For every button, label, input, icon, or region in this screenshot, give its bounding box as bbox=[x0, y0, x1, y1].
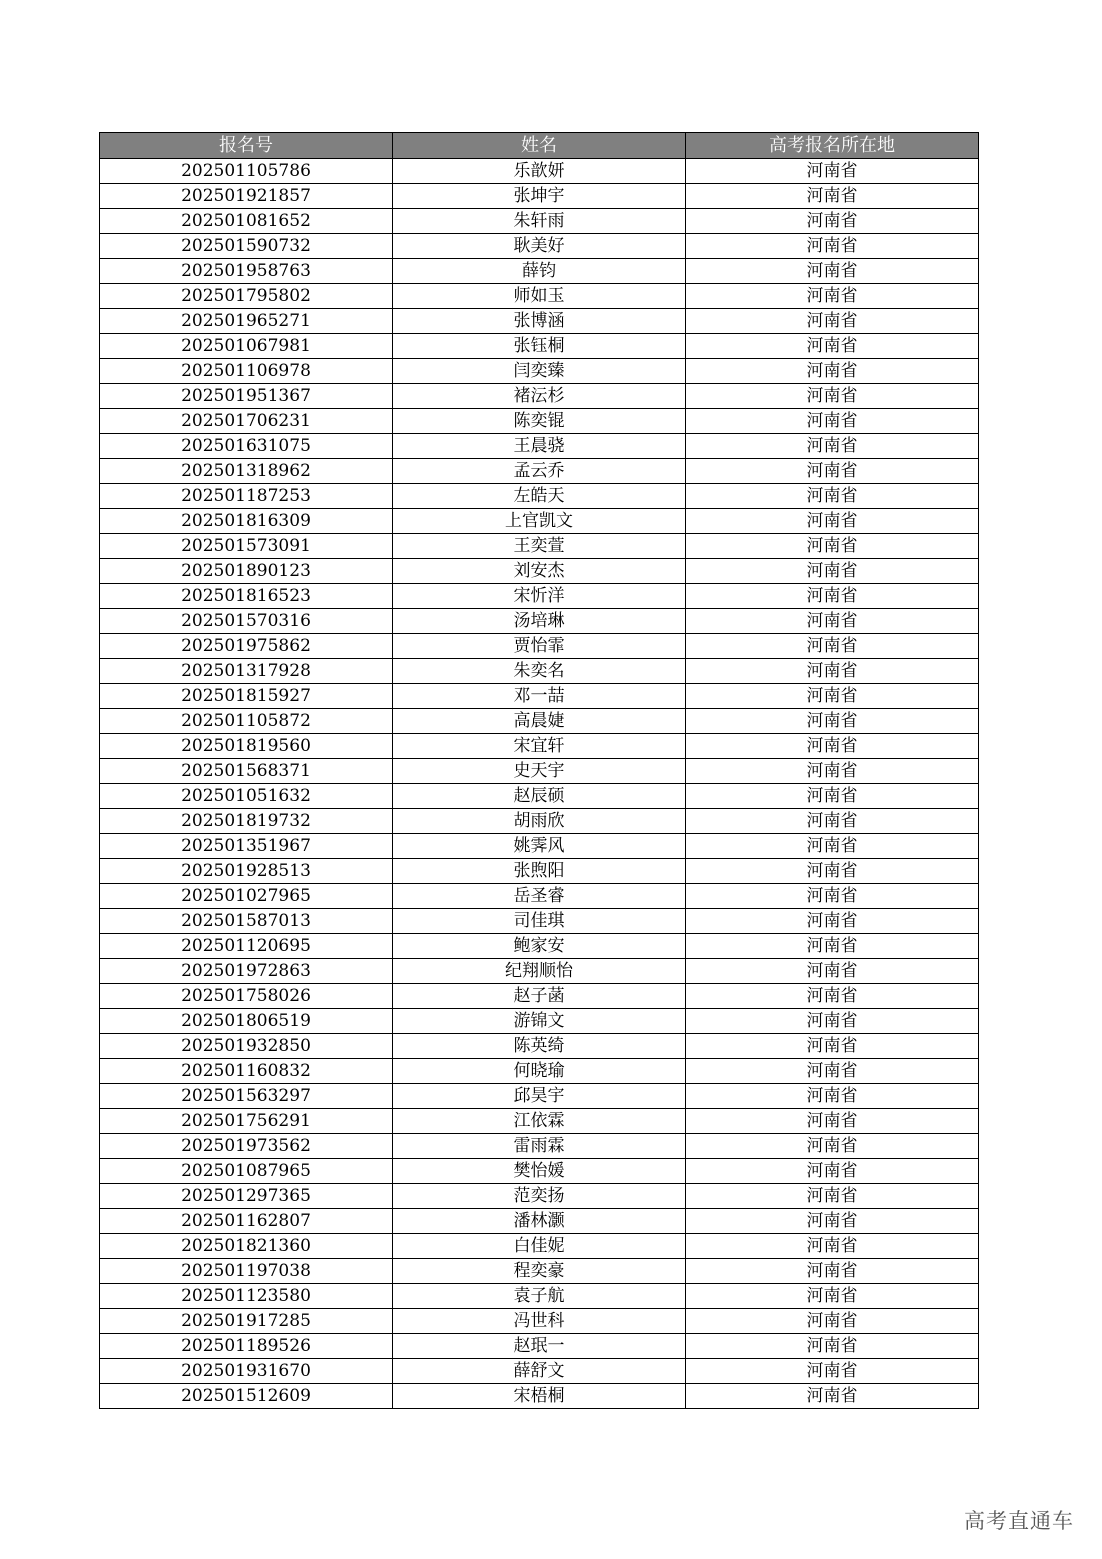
registration-number-cell: 202501160832 bbox=[100, 1059, 393, 1084]
name-cell: 汤培琳 bbox=[393, 609, 686, 634]
table-row bbox=[100, 659, 979, 684]
table-row bbox=[100, 1084, 979, 1109]
location-cell: 河南省 bbox=[686, 509, 979, 534]
registration-number-cell: 202501958763 bbox=[100, 259, 393, 284]
registration-number-cell: 202501931670 bbox=[100, 1359, 393, 1384]
location-cell: 河南省 bbox=[686, 484, 979, 509]
name-cell: 邱昊宇 bbox=[393, 1084, 686, 1109]
table-row bbox=[100, 784, 979, 809]
location-cell: 河南省 bbox=[686, 884, 979, 909]
name-cell: 宋梧桐 bbox=[393, 1384, 686, 1409]
table-row bbox=[100, 859, 979, 884]
registration-number-cell: 202501816523 bbox=[100, 584, 393, 609]
table-row bbox=[100, 759, 979, 784]
table-row bbox=[100, 1134, 979, 1159]
location-cell: 河南省 bbox=[686, 559, 979, 584]
name-cell: 陈英绮 bbox=[393, 1034, 686, 1059]
location-cell: 河南省 bbox=[686, 209, 979, 234]
name-cell: 袁子航 bbox=[393, 1284, 686, 1309]
table-row bbox=[100, 809, 979, 834]
table-row bbox=[100, 384, 979, 409]
location-cell: 河南省 bbox=[686, 1184, 979, 1209]
registration-number-cell: 202501816309 bbox=[100, 509, 393, 534]
name-cell: 赵辰硕 bbox=[393, 784, 686, 809]
table-row bbox=[100, 284, 979, 309]
table-row bbox=[100, 1334, 979, 1359]
table-row bbox=[100, 1309, 979, 1334]
name-cell: 耿美好 bbox=[393, 234, 686, 259]
location-cell: 河南省 bbox=[686, 159, 979, 184]
name-cell: 张煦阳 bbox=[393, 859, 686, 884]
table-row bbox=[100, 909, 979, 934]
location-cell: 河南省 bbox=[686, 734, 979, 759]
registration-number-cell: 202501975862 bbox=[100, 634, 393, 659]
name-cell: 张博涵 bbox=[393, 309, 686, 334]
location-cell: 河南省 bbox=[686, 184, 979, 209]
registration-number-cell: 202501972863 bbox=[100, 959, 393, 984]
registration-number-cell: 202501123580 bbox=[100, 1284, 393, 1309]
name-cell: 胡雨欣 bbox=[393, 809, 686, 834]
location-cell: 河南省 bbox=[686, 784, 979, 809]
table-row bbox=[100, 1359, 979, 1384]
location-cell: 河南省 bbox=[686, 1359, 979, 1384]
table-row bbox=[100, 1284, 979, 1309]
table-row bbox=[100, 534, 979, 559]
registration-number-cell: 202501587013 bbox=[100, 909, 393, 934]
location-cell: 河南省 bbox=[686, 859, 979, 884]
name-cell: 纪翔顺怡 bbox=[393, 959, 686, 984]
name-cell: 樊怡媛 bbox=[393, 1159, 686, 1184]
name-cell: 刘安杰 bbox=[393, 559, 686, 584]
registration-number-cell: 202501573091 bbox=[100, 534, 393, 559]
table-row bbox=[100, 934, 979, 959]
registration-number-cell: 202501081652 bbox=[100, 209, 393, 234]
registration-number-cell: 202501189526 bbox=[100, 1334, 393, 1359]
location-cell: 河南省 bbox=[686, 634, 979, 659]
table-row bbox=[100, 459, 979, 484]
table-row bbox=[100, 1009, 979, 1034]
name-cell: 褚沄杉 bbox=[393, 384, 686, 409]
registration-number-cell: 202501197038 bbox=[100, 1259, 393, 1284]
table-row bbox=[100, 359, 979, 384]
table-row bbox=[100, 959, 979, 984]
table-row bbox=[100, 684, 979, 709]
registration-number-cell: 202501351967 bbox=[100, 834, 393, 859]
registration-number-cell: 202501756291 bbox=[100, 1109, 393, 1134]
location-cell: 河南省 bbox=[686, 959, 979, 984]
name-cell: 赵珉一 bbox=[393, 1334, 686, 1359]
name-cell: 史天宇 bbox=[393, 759, 686, 784]
location-cell: 河南省 bbox=[686, 759, 979, 784]
location-cell: 河南省 bbox=[686, 934, 979, 959]
table-row bbox=[100, 184, 979, 209]
name-cell: 王奕萱 bbox=[393, 534, 686, 559]
registration-number-cell: 202501928513 bbox=[100, 859, 393, 884]
name-cell: 姚霁风 bbox=[393, 834, 686, 859]
name-cell: 孟云乔 bbox=[393, 459, 686, 484]
registration-number-cell: 202501890123 bbox=[100, 559, 393, 584]
name-cell: 薛舒文 bbox=[393, 1359, 686, 1384]
name-cell: 陈奕锟 bbox=[393, 409, 686, 434]
location-cell: 河南省 bbox=[686, 1234, 979, 1259]
location-cell: 河南省 bbox=[686, 1259, 979, 1284]
location-cell: 河南省 bbox=[686, 684, 979, 709]
location-cell: 河南省 bbox=[686, 1134, 979, 1159]
location-cell: 河南省 bbox=[686, 834, 979, 859]
name-cell: 何晓瑜 bbox=[393, 1059, 686, 1084]
registration-number-cell: 202501051632 bbox=[100, 784, 393, 809]
registration-number-cell: 202501819560 bbox=[100, 734, 393, 759]
table-row bbox=[100, 709, 979, 734]
registration-number-cell: 202501821360 bbox=[100, 1234, 393, 1259]
name-cell: 贾怡霏 bbox=[393, 634, 686, 659]
location-cell: 河南省 bbox=[686, 359, 979, 384]
location-cell: 河南省 bbox=[686, 584, 979, 609]
location-cell: 河南省 bbox=[686, 1034, 979, 1059]
name-cell: 程奕豪 bbox=[393, 1259, 686, 1284]
table-row bbox=[100, 734, 979, 759]
table-row bbox=[100, 1209, 979, 1234]
name-cell: 白佳妮 bbox=[393, 1234, 686, 1259]
registration-number-cell: 202501027965 bbox=[100, 884, 393, 909]
registration-number-cell: 202501318962 bbox=[100, 459, 393, 484]
name-cell: 张坤宇 bbox=[393, 184, 686, 209]
name-cell: 王晨骁 bbox=[393, 434, 686, 459]
name-cell: 张钰桐 bbox=[393, 334, 686, 359]
location-cell: 河南省 bbox=[686, 1384, 979, 1409]
location-cell: 河南省 bbox=[686, 384, 979, 409]
location-cell: 河南省 bbox=[686, 1009, 979, 1034]
registration-number-cell: 202501563297 bbox=[100, 1084, 393, 1109]
name-cell: 朱轩雨 bbox=[393, 209, 686, 234]
location-cell: 河南省 bbox=[686, 409, 979, 434]
name-cell: 左皓天 bbox=[393, 484, 686, 509]
header-registration-location: 高考报名所在地 bbox=[686, 133, 979, 159]
location-cell: 河南省 bbox=[686, 309, 979, 334]
registration-number-cell: 202501758026 bbox=[100, 984, 393, 1009]
table-row bbox=[100, 334, 979, 359]
registration-number-cell: 202501120695 bbox=[100, 934, 393, 959]
location-cell: 河南省 bbox=[686, 234, 979, 259]
location-cell: 河南省 bbox=[686, 284, 979, 309]
table-row bbox=[100, 1234, 979, 1259]
registration-number-cell: 202501921857 bbox=[100, 184, 393, 209]
table-row bbox=[100, 609, 979, 634]
registration-number-cell: 202501106978 bbox=[100, 359, 393, 384]
registration-number-cell: 202501105872 bbox=[100, 709, 393, 734]
registration-number-cell: 202501965271 bbox=[100, 309, 393, 334]
location-cell: 河南省 bbox=[686, 434, 979, 459]
name-cell: 高晨婕 bbox=[393, 709, 686, 734]
location-cell: 河南省 bbox=[686, 1059, 979, 1084]
location-cell: 河南省 bbox=[686, 459, 979, 484]
registration-number-cell: 202501512609 bbox=[100, 1384, 393, 1409]
name-cell: 冯世科 bbox=[393, 1309, 686, 1334]
table-row bbox=[100, 1384, 979, 1409]
location-cell: 河南省 bbox=[686, 809, 979, 834]
table-row bbox=[100, 834, 979, 859]
header-registration-number: 报名号 bbox=[100, 133, 393, 159]
location-cell: 河南省 bbox=[686, 1284, 979, 1309]
registration-number-cell: 202501917285 bbox=[100, 1309, 393, 1334]
table-row bbox=[100, 159, 979, 184]
table-row bbox=[100, 884, 979, 909]
table-row bbox=[100, 1159, 979, 1184]
registration-number-cell: 202501806519 bbox=[100, 1009, 393, 1034]
name-cell: 宋宜轩 bbox=[393, 734, 686, 759]
name-cell: 师如玉 bbox=[393, 284, 686, 309]
location-cell: 河南省 bbox=[686, 534, 979, 559]
location-cell: 河南省 bbox=[686, 1159, 979, 1184]
location-cell: 河南省 bbox=[686, 334, 979, 359]
location-cell: 河南省 bbox=[686, 659, 979, 684]
table-row bbox=[100, 984, 979, 1009]
header-name: 姓名 bbox=[393, 133, 686, 159]
name-cell: 范奕扬 bbox=[393, 1184, 686, 1209]
table-row bbox=[100, 1034, 979, 1059]
location-cell: 河南省 bbox=[686, 1109, 979, 1134]
registration-number-cell: 202501795802 bbox=[100, 284, 393, 309]
registration-number-cell: 202501317928 bbox=[100, 659, 393, 684]
registration-number-cell: 202501951367 bbox=[100, 384, 393, 409]
registration-number-cell: 202501932850 bbox=[100, 1034, 393, 1059]
table-row bbox=[100, 434, 979, 459]
location-cell: 河南省 bbox=[686, 909, 979, 934]
name-cell: 鲍家安 bbox=[393, 934, 686, 959]
registration-number-cell: 202501706231 bbox=[100, 409, 393, 434]
registration-number-cell: 202501297365 bbox=[100, 1184, 393, 1209]
watermark-text: 高考直通车 bbox=[964, 1509, 1074, 1533]
registration-number-cell: 202501067981 bbox=[100, 334, 393, 359]
name-cell: 邓一喆 bbox=[393, 684, 686, 709]
registration-number-cell: 202501162807 bbox=[100, 1209, 393, 1234]
registration-number-cell: 202501570316 bbox=[100, 609, 393, 634]
name-cell: 闫奕臻 bbox=[393, 359, 686, 384]
name-cell: 赵子菡 bbox=[393, 984, 686, 1009]
name-cell: 岳圣睿 bbox=[393, 884, 686, 909]
name-cell: 雷雨霖 bbox=[393, 1134, 686, 1159]
registration-number-cell: 202501815927 bbox=[100, 684, 393, 709]
name-cell: 薛钧 bbox=[393, 259, 686, 284]
registration-number-cell: 202501187253 bbox=[100, 484, 393, 509]
table-row bbox=[100, 309, 979, 334]
table-row bbox=[100, 1259, 979, 1284]
name-cell: 游锦文 bbox=[393, 1009, 686, 1034]
table-row bbox=[100, 1059, 979, 1084]
registration-number-cell: 202501819732 bbox=[100, 809, 393, 834]
name-cell: 潘林灏 bbox=[393, 1209, 686, 1234]
name-cell: 宋忻洋 bbox=[393, 584, 686, 609]
registration-number-cell: 202501568371 bbox=[100, 759, 393, 784]
table-row bbox=[100, 409, 979, 434]
table-row bbox=[100, 484, 979, 509]
table-row bbox=[100, 1184, 979, 1209]
location-cell: 河南省 bbox=[686, 1309, 979, 1334]
table-row bbox=[100, 559, 979, 584]
table-row bbox=[100, 509, 979, 534]
location-cell: 河南省 bbox=[686, 709, 979, 734]
table-row bbox=[100, 209, 979, 234]
location-cell: 河南省 bbox=[686, 609, 979, 634]
name-cell: 朱奕名 bbox=[393, 659, 686, 684]
name-cell: 江依霖 bbox=[393, 1109, 686, 1134]
registration-number-cell: 202501105786 bbox=[100, 159, 393, 184]
registration-number-cell: 202501590732 bbox=[100, 234, 393, 259]
table-row bbox=[100, 584, 979, 609]
table-header-row bbox=[100, 133, 979, 159]
table-row bbox=[100, 634, 979, 659]
admission-roster-table bbox=[99, 132, 979, 1409]
table-row bbox=[100, 259, 979, 284]
location-cell: 河南省 bbox=[686, 1209, 979, 1234]
table-body bbox=[100, 159, 979, 1409]
name-cell: 上官凯文 bbox=[393, 509, 686, 534]
table-row bbox=[100, 234, 979, 259]
registration-number-cell: 202501087965 bbox=[100, 1159, 393, 1184]
location-cell: 河南省 bbox=[686, 1084, 979, 1109]
table-row bbox=[100, 1109, 979, 1134]
registration-number-cell: 202501631075 bbox=[100, 434, 393, 459]
registration-number-cell: 202501973562 bbox=[100, 1134, 393, 1159]
location-cell: 河南省 bbox=[686, 259, 979, 284]
location-cell: 河南省 bbox=[686, 984, 979, 1009]
name-cell: 司佳琪 bbox=[393, 909, 686, 934]
name-cell: 乐歆妍 bbox=[393, 159, 686, 184]
location-cell: 河南省 bbox=[686, 1334, 979, 1359]
